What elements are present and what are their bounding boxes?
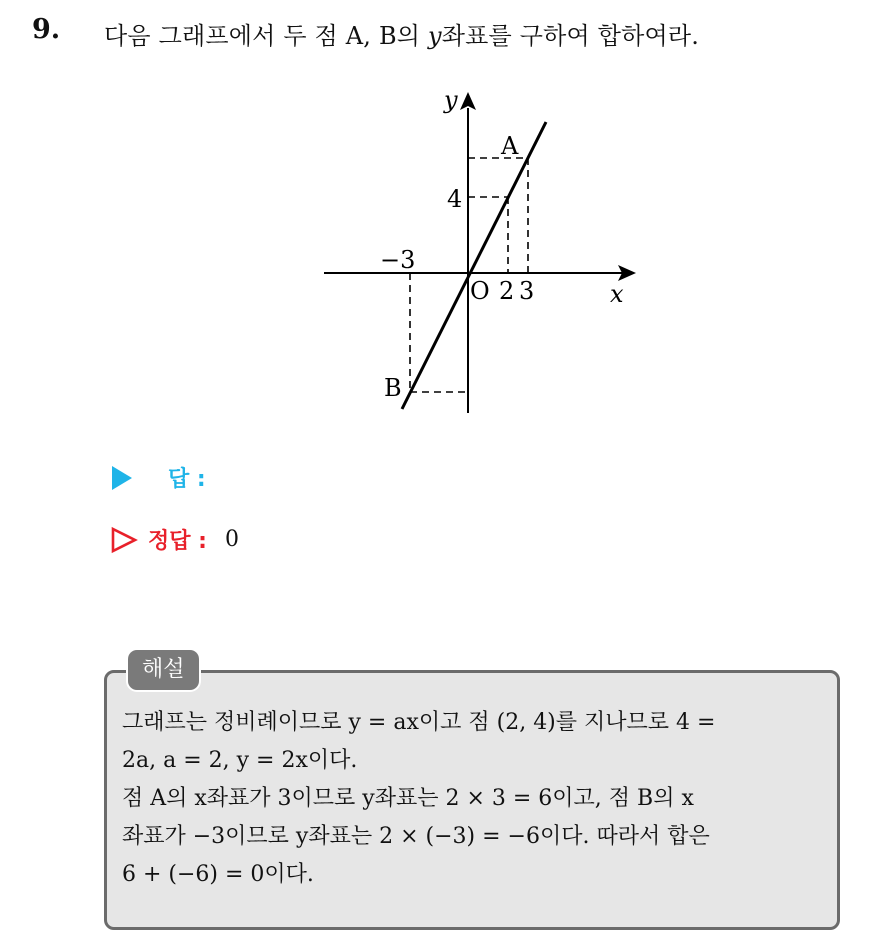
explanation-line: 좌표가 −3이므로 y좌표는 2 × (−3) = −6이다. 따라서 합은 [122,824,710,849]
correct-answer-label: 정답 : [148,529,207,554]
question-text-after: 좌표를 구하여 합하여라. [441,22,700,50]
explanation-line: 그래프는 정비례이므로 y = ax이고 점 (2, 4)를 지나므로 4 = [122,710,716,735]
tick-label-2: 2 [499,277,515,305]
origin-label: O [470,277,490,305]
question-text-var: y [428,22,442,50]
tick-label-3: 3 [519,277,535,305]
proportion-graph [300,80,660,430]
correct-answer-value: 0 [224,527,239,552]
y-axis-arrow [460,92,476,110]
correct-arrow-icon [110,526,138,554]
tick-label-neg3: −3 [380,246,416,274]
explanation-tag: 해설 [128,650,199,690]
question-number: 9. [32,14,61,45]
answer-row [110,462,206,493]
question-text-before: 다음 그래프에서 두 점 A, B의 [104,22,429,50]
explanation-line: 6 + (−6) = 0이다. [122,862,314,887]
answer-label: 답 : [168,467,206,492]
axis-label-x: x [610,280,624,308]
explanation-line: 2a, a = 2, y = 2x이다. [122,748,358,773]
explanation-line: 점 A의 x좌표가 3이므로 y좌표는 2 × 3 = 6이고, 점 B의 x [122,786,694,811]
point-a-label: A [501,132,519,160]
correct-answer-row [110,524,239,555]
point-b-label: B [384,374,402,402]
tick-label-4: 4 [447,185,463,213]
axis-label-y: y [444,86,458,114]
question-text [104,16,699,51]
function-line [402,122,546,409]
answer-arrow-icon [110,464,134,492]
explanation-text [122,704,827,894]
